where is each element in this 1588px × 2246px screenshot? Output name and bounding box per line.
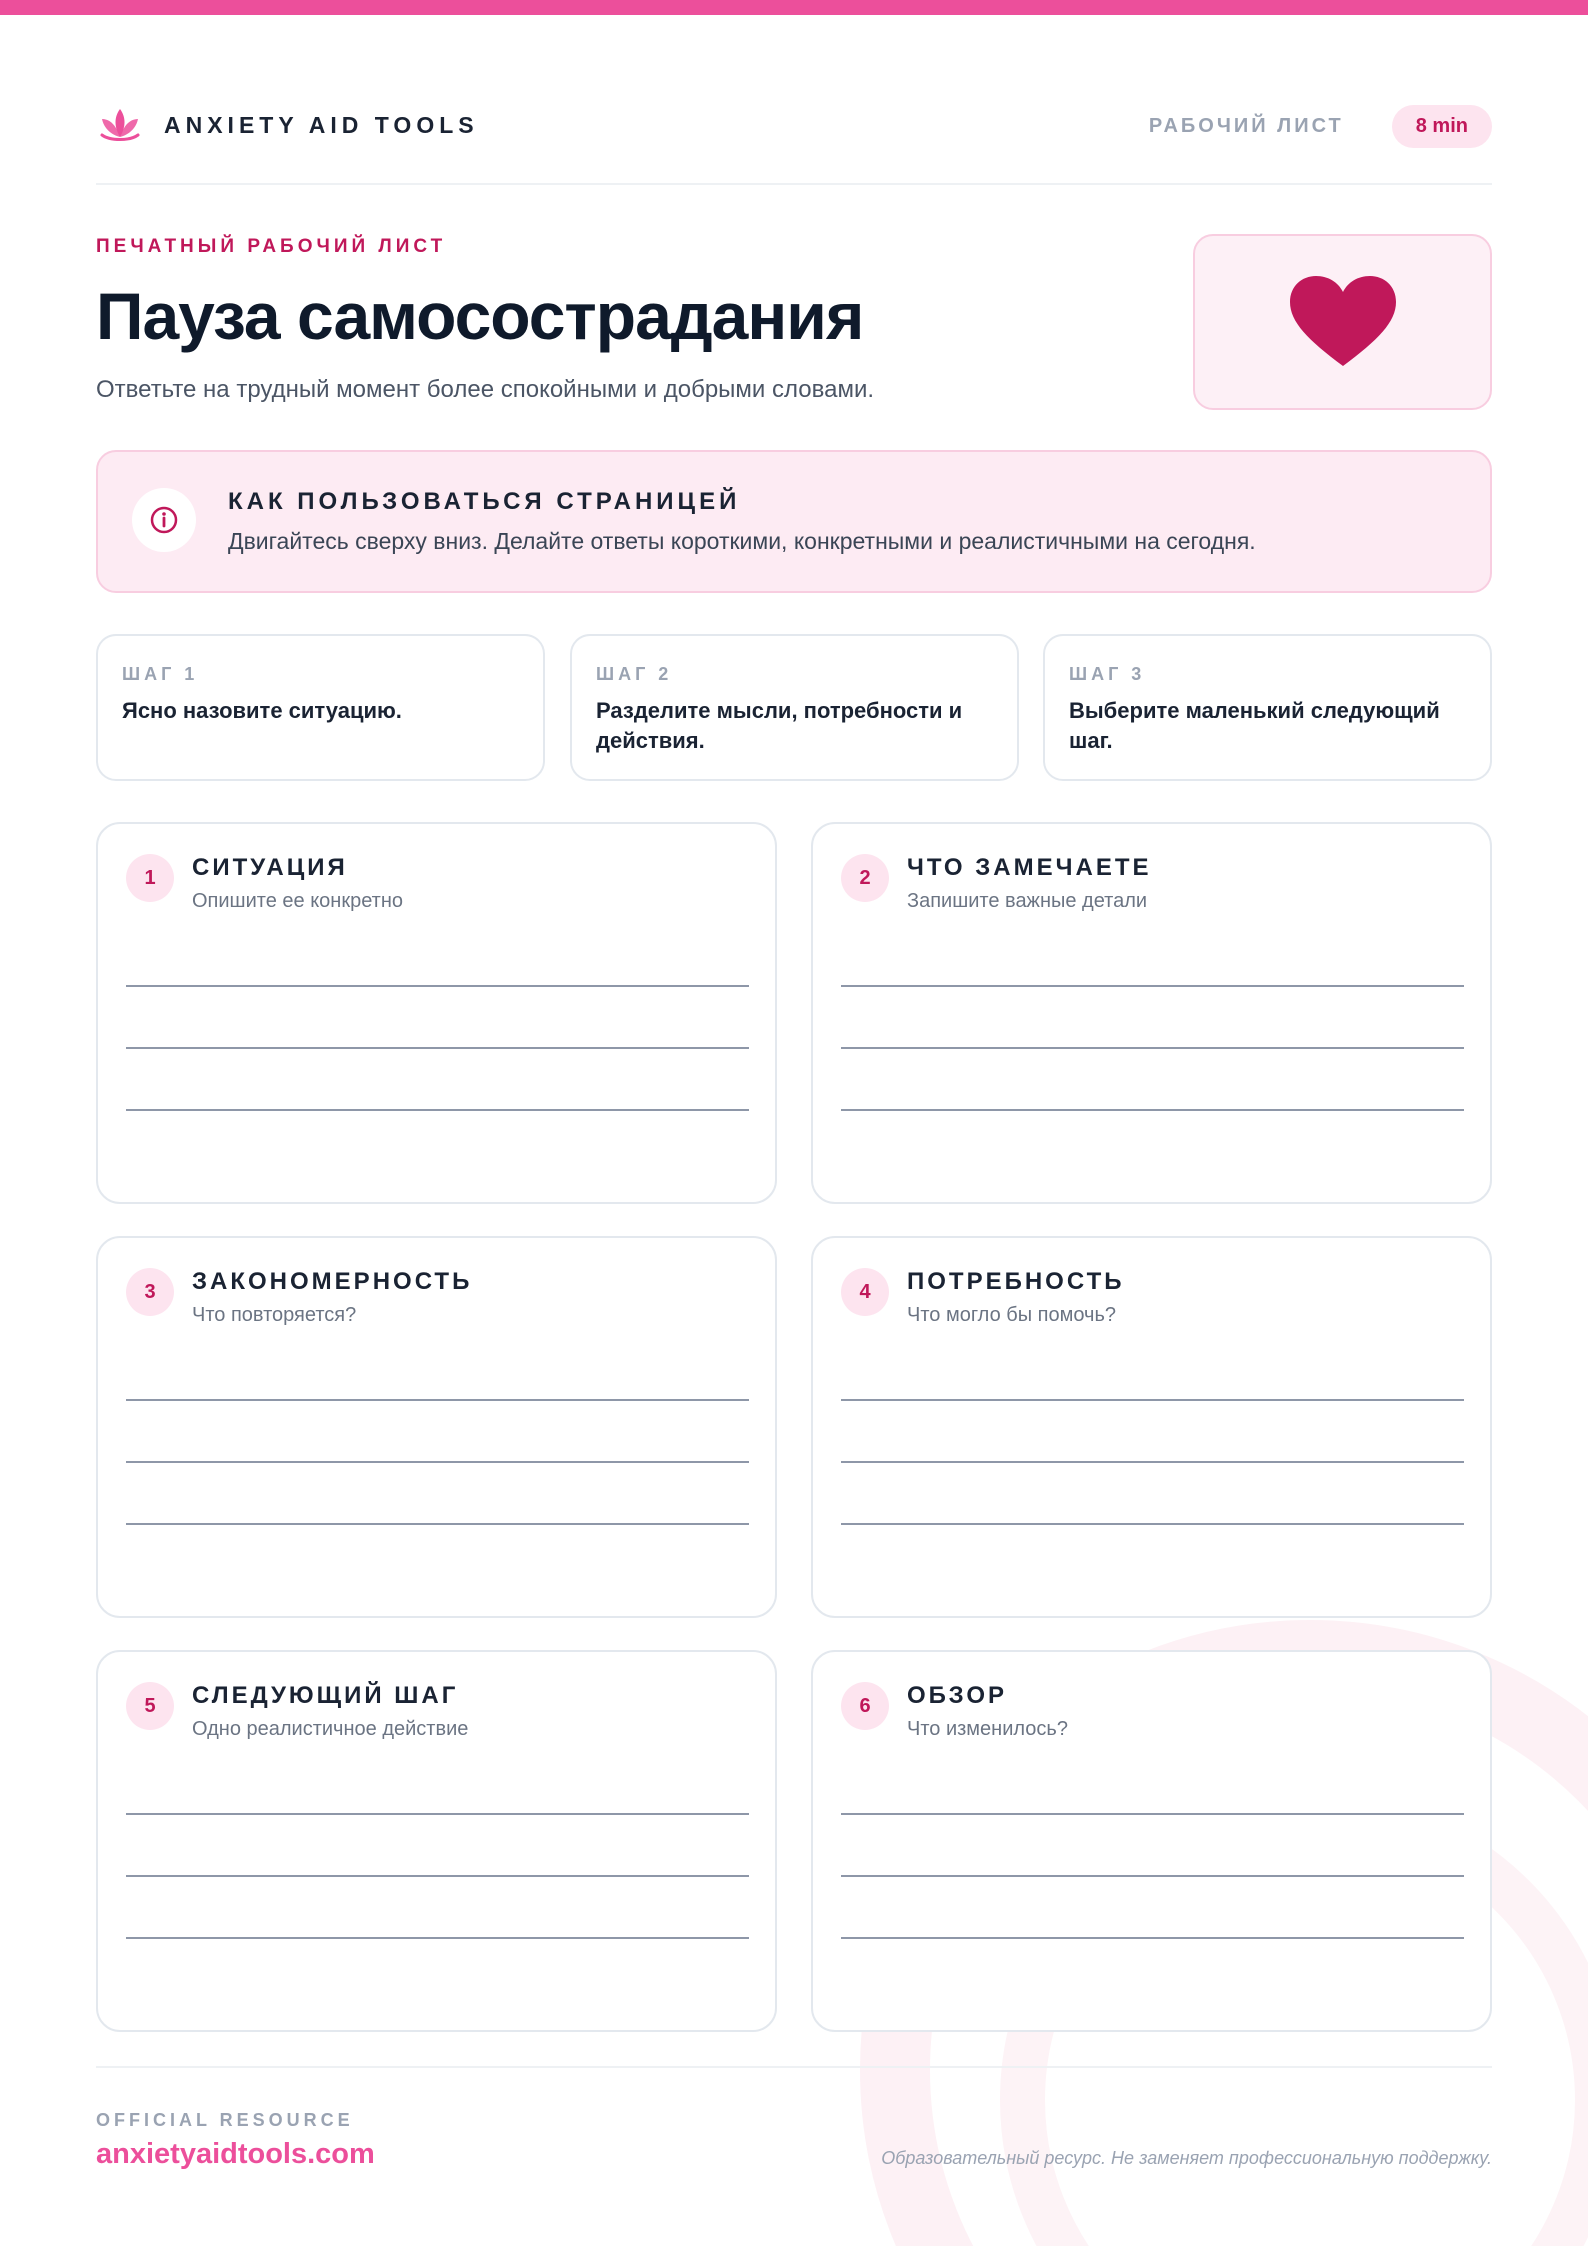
section-number: 3 bbox=[126, 1268, 174, 1316]
instructions-callout bbox=[96, 450, 1492, 593]
footer-label: OFFICIAL RESOURCE bbox=[96, 2110, 354, 2130]
section-subtitle: Опишите ее конкретно bbox=[192, 890, 403, 912]
step-text: Ясно назовите ситуацию. bbox=[122, 698, 402, 723]
section-card-situation bbox=[96, 822, 777, 1204]
step-card-3 bbox=[1043, 634, 1492, 781]
page-header bbox=[96, 105, 1492, 185]
duration-badge: 8 min bbox=[1392, 105, 1492, 148]
section-subtitle: Что могло бы помочь? bbox=[907, 1304, 1116, 1326]
section-subtitle: Одно реалистичное действие bbox=[192, 1718, 469, 1740]
step-card-2 bbox=[570, 634, 1019, 781]
writing-line[interactable] bbox=[841, 1937, 1464, 1939]
section-card-noticing bbox=[811, 822, 1492, 1204]
section-number: 5 bbox=[126, 1682, 174, 1730]
writing-line[interactable] bbox=[126, 1109, 749, 1111]
writing-line[interactable] bbox=[126, 985, 749, 987]
section-number: 1 bbox=[126, 854, 174, 902]
instructions-text: Двигайтесь сверху вниз. Делайте ответы короткими, конкретными и реалистичными на сегодня. bbox=[228, 528, 1256, 554]
section-number: 4 bbox=[841, 1268, 889, 1316]
steps-row bbox=[96, 634, 1492, 781]
step-text: Выберите маленький следующий шаг. bbox=[1069, 698, 1440, 753]
heart-icon bbox=[1288, 274, 1398, 370]
writing-line[interactable] bbox=[841, 1399, 1464, 1401]
writing-line[interactable] bbox=[841, 1813, 1464, 1815]
step-label: ШАГ 1 bbox=[122, 664, 199, 684]
writing-line[interactable] bbox=[126, 1523, 749, 1525]
section-subtitle: Что изменилось? bbox=[907, 1718, 1068, 1740]
section-subtitle: Что повторяется? bbox=[192, 1304, 357, 1326]
footer-disclaimer: Образовательный ресурс. Не заменяет профессиональную поддержку. bbox=[881, 2148, 1492, 2168]
section-card-review bbox=[811, 1650, 1492, 2032]
writing-line[interactable] bbox=[126, 1937, 749, 1939]
section-title: СЛЕДУЮЩИЙ ШАГ bbox=[192, 1682, 459, 1709]
writing-line[interactable] bbox=[126, 1399, 749, 1401]
header-meta bbox=[1149, 105, 1492, 148]
section-title: СИТУАЦИЯ bbox=[192, 854, 348, 881]
step-text: Разделите мысли, потребности и действия. bbox=[596, 698, 963, 753]
section-number: 6 bbox=[841, 1682, 889, 1730]
step-card-1 bbox=[96, 634, 545, 781]
writing-line[interactable] bbox=[126, 1461, 749, 1463]
step-label: ШАГ 2 bbox=[596, 664, 673, 684]
writing-line[interactable] bbox=[126, 1813, 749, 1815]
brand[interactable] bbox=[96, 105, 479, 145]
instructions-title: КАК ПОЛЬЗОВАТЬСЯ СТРАНИЦЕЙ bbox=[228, 488, 741, 515]
info-icon-wrap bbox=[132, 488, 196, 552]
hero-illustration bbox=[1193, 234, 1492, 410]
info-icon bbox=[148, 504, 180, 536]
top-accent-bar bbox=[0, 0, 1588, 15]
section-subtitle: Запишите важные детали bbox=[907, 890, 1148, 912]
writing-line[interactable] bbox=[841, 1047, 1464, 1049]
page-footer bbox=[96, 2066, 1492, 2176]
footer-website-link[interactable]: anxietyaidtools.com bbox=[96, 2138, 375, 2170]
writing-line[interactable] bbox=[126, 1047, 749, 1049]
writing-line[interactable] bbox=[841, 1523, 1464, 1525]
lotus-icon bbox=[96, 105, 144, 145]
writing-line[interactable] bbox=[841, 1109, 1464, 1111]
section-number: 2 bbox=[841, 854, 889, 902]
section-title: ОБЗОР bbox=[907, 1682, 1007, 1709]
section-title: ЧТО ЗАМЕЧАЕТЕ bbox=[907, 854, 1152, 881]
section-card-pattern bbox=[96, 1236, 777, 1618]
writing-line[interactable] bbox=[126, 1875, 749, 1877]
writing-line[interactable] bbox=[841, 1461, 1464, 1463]
brand-name: ANXIETY AID TOOLS bbox=[164, 111, 479, 138]
document-type-label: РАБОЧИЙ ЛИСТ bbox=[1148, 115, 1344, 137]
section-card-need bbox=[811, 1236, 1492, 1618]
section-title: ЗАКОНОМЕРНОСТЬ bbox=[192, 1268, 473, 1295]
writing-line[interactable] bbox=[841, 985, 1464, 987]
eyebrow-label: ПЕЧАТНЫЙ РАБОЧИЙ ЛИСТ bbox=[96, 236, 447, 257]
writing-line[interactable] bbox=[841, 1875, 1464, 1877]
page-title: Пауза самосострадания bbox=[96, 279, 864, 353]
page-subtitle: Ответьте на трудный момент более спокойными и добрыми словами. bbox=[96, 376, 875, 403]
step-label: ШАГ 3 bbox=[1069, 664, 1146, 684]
section-card-next-step bbox=[96, 1650, 777, 2032]
section-title: ПОТРЕБНОСТЬ bbox=[907, 1268, 1125, 1295]
